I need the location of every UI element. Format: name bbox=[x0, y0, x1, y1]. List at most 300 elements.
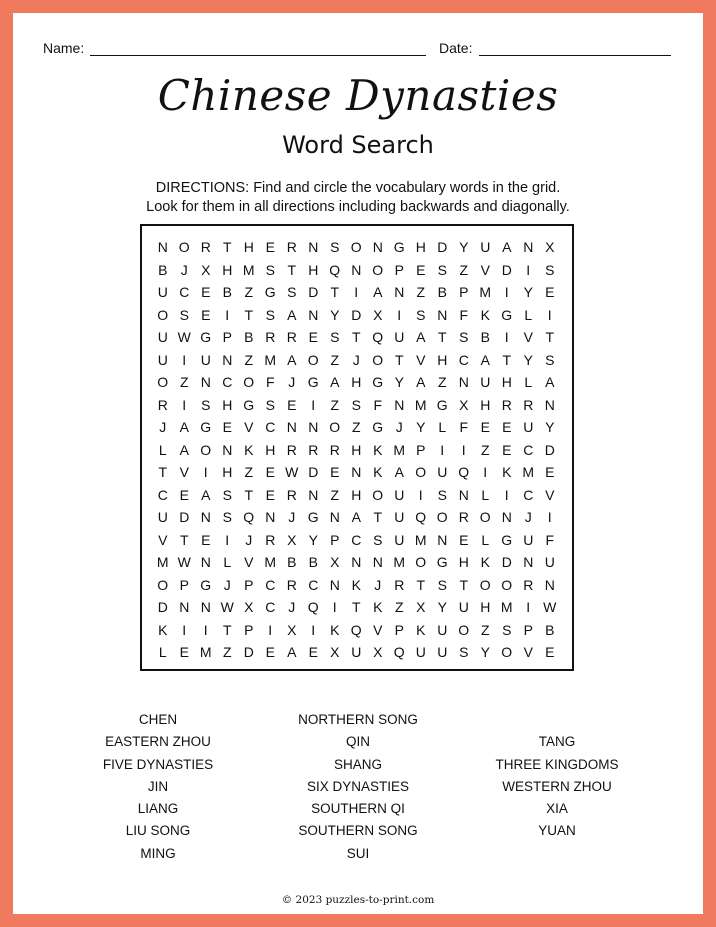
grid-letter[interactable]: N bbox=[222, 351, 233, 368]
grid-letter[interactable]: J bbox=[159, 419, 167, 435]
grid-letter[interactable]: V bbox=[523, 329, 533, 345]
grid-letter[interactable]: R bbox=[286, 329, 297, 345]
grid-letter[interactable]: X bbox=[416, 599, 426, 615]
date-field[interactable] bbox=[479, 55, 671, 56]
grid-letter[interactable]: X bbox=[373, 644, 383, 660]
grid-letter[interactable]: D bbox=[157, 599, 168, 615]
grid-letter[interactable]: A bbox=[545, 374, 555, 390]
grid-letter[interactable]: P bbox=[416, 441, 426, 458]
grid-letter[interactable]: N bbox=[351, 464, 362, 480]
grid-letter[interactable]: N bbox=[544, 576, 555, 593]
grid-letter[interactable]: D bbox=[437, 239, 448, 255]
grid-letter[interactable]: H bbox=[480, 396, 491, 413]
grid-letter[interactable]: T bbox=[244, 486, 254, 503]
grid-letter[interactable]: P bbox=[330, 531, 340, 548]
grid-letter[interactable]: O bbox=[479, 509, 491, 525]
grid-letter[interactable]: N bbox=[437, 306, 448, 323]
grid-letter[interactable]: H bbox=[458, 554, 469, 570]
grid-letter[interactable]: Y bbox=[308, 531, 318, 548]
grid-letter[interactable]: D bbox=[243, 644, 254, 660]
grid-letter[interactable]: D bbox=[544, 441, 555, 458]
grid-letter[interactable]: Z bbox=[330, 396, 340, 413]
grid-letter[interactable]: P bbox=[459, 284, 469, 300]
grid-letter[interactable]: U bbox=[437, 621, 448, 638]
grid-letter[interactable]: S bbox=[437, 486, 447, 503]
grid-letter[interactable]: M bbox=[199, 644, 212, 660]
grid-letter[interactable]: T bbox=[158, 464, 168, 480]
grid-letter[interactable]: B bbox=[308, 554, 318, 570]
grid-letter[interactable]: I bbox=[483, 464, 488, 480]
grid-letter[interactable]: A bbox=[416, 329, 426, 345]
grid-letter[interactable]: T bbox=[179, 531, 189, 548]
grid-letter[interactable]: N bbox=[286, 419, 297, 435]
grid-letter[interactable]: U bbox=[157, 509, 168, 525]
grid-letter[interactable]: X bbox=[244, 599, 254, 615]
grid-letter[interactable]: E bbox=[480, 419, 490, 435]
grid-letter[interactable]: T bbox=[545, 329, 555, 345]
grid-letter[interactable]: J bbox=[395, 419, 403, 435]
grid-letter[interactable]: T bbox=[330, 284, 340, 300]
grid-letter[interactable]: C bbox=[523, 486, 534, 503]
grid-letter[interactable]: G bbox=[243, 396, 255, 413]
grid-letter[interactable]: N bbox=[179, 599, 190, 615]
grid-letter[interactable]: E bbox=[308, 329, 318, 345]
grid-letter[interactable]: A bbox=[330, 374, 340, 390]
grid-letter[interactable]: P bbox=[222, 329, 232, 345]
grid-letter[interactable]: J bbox=[288, 374, 296, 390]
grid-letter[interactable]: F bbox=[459, 419, 469, 435]
grid-letter[interactable]: I bbox=[182, 396, 187, 413]
grid-letter[interactable]: V bbox=[416, 351, 426, 368]
grid-letter[interactable]: R bbox=[265, 329, 276, 345]
grid-letter[interactable]: V bbox=[179, 464, 189, 480]
grid-letter[interactable]: S bbox=[201, 396, 211, 413]
grid-letter[interactable]: S bbox=[459, 329, 469, 345]
grid-letter[interactable]: Q bbox=[307, 599, 319, 615]
grid-letter[interactable]: P bbox=[394, 621, 404, 638]
grid-letter[interactable]: K bbox=[502, 464, 512, 480]
grid-letter[interactable]: Y bbox=[545, 419, 555, 435]
grid-letter[interactable]: I bbox=[418, 486, 423, 503]
grid-letter[interactable]: X bbox=[287, 531, 297, 548]
grid-letter[interactable]: E bbox=[179, 486, 189, 503]
grid-letter[interactable]: K bbox=[244, 441, 254, 458]
grid-letter[interactable]: A bbox=[502, 239, 512, 255]
grid-letter[interactable]: H bbox=[222, 396, 233, 413]
grid-letter[interactable]: Z bbox=[480, 621, 490, 638]
grid-letter[interactable]: T bbox=[244, 306, 254, 323]
grid-letter[interactable]: S bbox=[265, 396, 275, 413]
grid-letter[interactable]: U bbox=[458, 599, 469, 615]
grid-letter[interactable]: J bbox=[288, 599, 296, 615]
grid-letter[interactable]: U bbox=[437, 644, 448, 660]
grid-letter[interactable]: L bbox=[438, 419, 447, 435]
grid-letter[interactable]: U bbox=[351, 644, 362, 660]
grid-letter[interactable]: D bbox=[308, 464, 319, 480]
grid-letter[interactable]: L bbox=[524, 374, 533, 390]
grid-letter[interactable]: N bbox=[544, 396, 555, 413]
grid-letter[interactable]: O bbox=[157, 374, 169, 390]
grid-letter[interactable]: O bbox=[329, 419, 341, 435]
grid-letter[interactable]: Y bbox=[416, 419, 426, 435]
grid-letter[interactable]: G bbox=[436, 396, 448, 413]
grid-letter[interactable]: S bbox=[437, 576, 447, 593]
grid-letter[interactable]: U bbox=[200, 351, 211, 368]
grid-letter[interactable]: T bbox=[373, 509, 383, 525]
grid-letter[interactable]: G bbox=[393, 239, 405, 255]
grid-letter[interactable]: J bbox=[524, 509, 532, 525]
grid-letter[interactable]: R bbox=[286, 576, 297, 593]
grid-letter[interactable]: H bbox=[351, 374, 362, 390]
grid-letter[interactable]: R bbox=[286, 441, 297, 458]
grid-letter[interactable]: S bbox=[416, 306, 426, 323]
grid-letter[interactable]: S bbox=[287, 284, 297, 300]
grid-letter[interactable]: J bbox=[180, 261, 188, 278]
grid-letter[interactable]: L bbox=[524, 306, 533, 323]
grid-letter[interactable]: O bbox=[415, 554, 427, 570]
grid-letter[interactable]: E bbox=[201, 306, 211, 323]
grid-letter[interactable]: H bbox=[222, 464, 233, 480]
grid-letter[interactable]: N bbox=[458, 374, 469, 390]
grid-letter[interactable]: X bbox=[330, 554, 340, 570]
grid-letter[interactable]: E bbox=[330, 464, 340, 480]
grid-letter[interactable]: J bbox=[352, 351, 360, 368]
grid-letter[interactable]: O bbox=[415, 464, 427, 480]
grid-letter[interactable]: N bbox=[308, 239, 319, 255]
grid-letter[interactable]: I bbox=[547, 509, 552, 525]
grid-letter[interactable]: Y bbox=[480, 644, 490, 660]
grid-letter[interactable]: A bbox=[179, 441, 189, 458]
grid-letter[interactable]: W bbox=[285, 464, 299, 480]
grid-letter[interactable]: Z bbox=[330, 486, 340, 503]
grid-letter[interactable]: R bbox=[286, 486, 297, 503]
grid-letter[interactable]: U bbox=[523, 419, 534, 435]
grid-letter[interactable]: T bbox=[502, 351, 512, 368]
grid-letter[interactable]: N bbox=[523, 239, 534, 255]
grid-letter[interactable]: L bbox=[158, 441, 167, 458]
grid-letter[interactable]: H bbox=[265, 441, 276, 458]
grid-letter[interactable]: C bbox=[308, 576, 319, 593]
grid-letter[interactable]: Z bbox=[179, 374, 189, 390]
grid-letter[interactable]: A bbox=[373, 284, 383, 300]
grid-letter[interactable]: K bbox=[416, 621, 426, 638]
grid-letter[interactable]: T bbox=[351, 599, 361, 615]
grid-letter[interactable]: I bbox=[268, 621, 273, 638]
grid-letter[interactable]: E bbox=[459, 531, 469, 548]
grid-letter[interactable]: I bbox=[182, 351, 187, 368]
grid-letter[interactable]: P bbox=[394, 261, 404, 278]
grid-letter[interactable]: S bbox=[545, 261, 555, 278]
grid-letter[interactable]: Z bbox=[351, 419, 361, 435]
grid-letter[interactable]: U bbox=[480, 374, 491, 390]
grid-letter[interactable]: A bbox=[179, 419, 189, 435]
grid-letter[interactable]: E bbox=[201, 531, 211, 548]
grid-letter[interactable]: A bbox=[480, 351, 490, 368]
grid-letter[interactable]: A bbox=[201, 486, 211, 503]
grid-letter[interactable]: Z bbox=[416, 284, 426, 300]
grid-letter[interactable]: T bbox=[287, 261, 297, 278]
grid-letter[interactable]: C bbox=[523, 441, 534, 458]
grid-letter[interactable]: Z bbox=[244, 464, 254, 480]
grid-letter[interactable]: G bbox=[307, 509, 319, 525]
grid-letter[interactable]: R bbox=[200, 239, 211, 255]
grid-letter[interactable]: M bbox=[156, 554, 169, 570]
grid-letter[interactable]: A bbox=[416, 374, 426, 390]
grid-letter[interactable]: E bbox=[265, 464, 275, 480]
grid-letter[interactable]: C bbox=[157, 486, 168, 503]
grid-letter[interactable]: L bbox=[223, 554, 232, 570]
grid-letter[interactable]: E bbox=[502, 441, 512, 458]
name-field[interactable] bbox=[90, 55, 426, 56]
grid-letter[interactable]: S bbox=[373, 531, 383, 548]
grid-letter[interactable]: E bbox=[179, 644, 189, 660]
grid-letter[interactable]: N bbox=[458, 486, 469, 503]
grid-letter[interactable]: M bbox=[264, 351, 277, 368]
grid-letter[interactable]: T bbox=[416, 576, 426, 593]
grid-letter[interactable]: D bbox=[351, 306, 362, 323]
grid-letter[interactable]: B bbox=[244, 329, 254, 345]
grid-letter[interactable]: C bbox=[222, 374, 233, 390]
grid-letter[interactable]: Q bbox=[243, 509, 255, 525]
grid-letter[interactable]: G bbox=[436, 554, 448, 570]
grid-letter[interactable]: M bbox=[393, 554, 406, 570]
grid-letter[interactable]: S bbox=[265, 261, 275, 278]
grid-letter[interactable]: P bbox=[179, 576, 189, 593]
grid-letter[interactable]: I bbox=[526, 261, 531, 278]
grid-letter[interactable]: E bbox=[416, 261, 426, 278]
grid-letter[interactable]: Y bbox=[523, 351, 533, 368]
grid-letter[interactable]: U bbox=[394, 531, 405, 548]
grid-letter[interactable]: Y bbox=[394, 374, 404, 390]
grid-letter[interactable]: O bbox=[350, 239, 362, 255]
grid-letter[interactable]: N bbox=[308, 486, 319, 503]
grid-letter[interactable]: E bbox=[545, 644, 555, 660]
grid-letter[interactable]: O bbox=[479, 576, 491, 593]
grid-letter[interactable]: O bbox=[157, 306, 169, 323]
grid-letter[interactable]: H bbox=[501, 374, 512, 390]
grid-letter[interactable]: X bbox=[330, 644, 340, 660]
grid-letter[interactable]: R bbox=[523, 576, 534, 593]
grid-letter[interactable]: H bbox=[351, 441, 362, 458]
grid-letter[interactable]: S bbox=[459, 644, 469, 660]
grid-letter[interactable]: S bbox=[330, 329, 340, 345]
grid-letter[interactable]: E bbox=[201, 284, 211, 300]
grid-letter[interactable]: F bbox=[459, 306, 469, 323]
grid-letter[interactable]: O bbox=[458, 621, 470, 638]
grid-letter[interactable]: D bbox=[308, 284, 319, 300]
grid-letter[interactable]: V bbox=[244, 419, 254, 435]
grid-letter[interactable]: O bbox=[200, 441, 212, 458]
grid-letter[interactable]: S bbox=[502, 621, 512, 638]
grid-letter[interactable]: Q bbox=[350, 621, 362, 638]
grid-letter[interactable]: N bbox=[308, 306, 319, 323]
grid-letter[interactable]: J bbox=[223, 576, 231, 593]
grid-letter[interactable]: Q bbox=[372, 329, 384, 345]
grid-letter[interactable]: I bbox=[225, 306, 230, 323]
grid-letter[interactable]: G bbox=[372, 419, 384, 435]
grid-letter[interactable]: I bbox=[332, 599, 337, 615]
grid-letter[interactable]: R bbox=[394, 576, 405, 593]
grid-letter[interactable]: T bbox=[394, 351, 404, 368]
grid-letter[interactable]: H bbox=[351, 486, 362, 503]
grid-letter[interactable]: L bbox=[481, 531, 490, 548]
grid-letter[interactable]: N bbox=[265, 509, 276, 525]
grid-letter[interactable]: R bbox=[265, 531, 276, 548]
grid-letter[interactable]: D bbox=[179, 509, 190, 525]
grid-letter[interactable]: I bbox=[203, 464, 208, 480]
grid-letter[interactable]: T bbox=[437, 329, 447, 345]
grid-letter[interactable]: E bbox=[265, 644, 275, 660]
grid-letter[interactable]: U bbox=[394, 486, 405, 503]
grid-letter[interactable]: E bbox=[545, 284, 555, 300]
grid-letter[interactable]: S bbox=[437, 261, 447, 278]
grid-letter[interactable]: N bbox=[523, 554, 534, 570]
grid-letter[interactable]: M bbox=[414, 396, 427, 413]
grid-letter[interactable]: N bbox=[501, 509, 512, 525]
grid-letter[interactable]: Z bbox=[330, 351, 340, 368]
grid-letter[interactable]: R bbox=[286, 239, 297, 255]
grid-letter[interactable]: R bbox=[523, 396, 534, 413]
grid-letter[interactable]: L bbox=[481, 486, 490, 503]
grid-letter[interactable]: E bbox=[545, 464, 555, 480]
grid-letter[interactable]: U bbox=[394, 509, 405, 525]
grid-letter[interactable]: K bbox=[480, 306, 490, 323]
grid-letter[interactable]: G bbox=[501, 531, 513, 548]
grid-letter[interactable]: X bbox=[459, 396, 469, 413]
grid-letter[interactable]: F bbox=[373, 396, 383, 413]
grid-letter[interactable]: G bbox=[200, 576, 212, 593]
grid-letter[interactable]: J bbox=[288, 509, 296, 525]
grid-letter[interactable]: R bbox=[308, 441, 319, 458]
grid-letter[interactable]: G bbox=[200, 419, 212, 435]
grid-letter[interactable]: Z bbox=[394, 599, 404, 615]
grid-letter[interactable]: E bbox=[308, 644, 318, 660]
grid-letter[interactable]: U bbox=[523, 531, 534, 548]
grid-letter[interactable]: N bbox=[351, 554, 362, 570]
grid-letter[interactable]: Y bbox=[330, 306, 340, 323]
grid-letter[interactable]: M bbox=[414, 531, 427, 548]
grid-letter[interactable]: M bbox=[242, 261, 255, 278]
grid-letter[interactable]: H bbox=[437, 351, 448, 368]
grid-letter[interactable]: U bbox=[437, 464, 448, 480]
grid-letter[interactable]: W bbox=[177, 554, 191, 570]
grid-letter[interactable]: Q bbox=[393, 644, 405, 660]
grid-letter[interactable]: J bbox=[245, 531, 253, 548]
grid-letter[interactable]: O bbox=[501, 644, 513, 660]
grid-letter[interactable]: N bbox=[200, 374, 211, 390]
grid-letter[interactable]: A bbox=[287, 644, 297, 660]
grid-letter[interactable]: C bbox=[458, 351, 469, 368]
grid-letter[interactable]: K bbox=[373, 441, 383, 458]
grid-letter[interactable]: I bbox=[225, 531, 230, 548]
grid-letter[interactable]: O bbox=[501, 576, 513, 593]
grid-letter[interactable]: M bbox=[500, 599, 513, 615]
grid-letter[interactable]: N bbox=[394, 284, 405, 300]
grid-letter[interactable]: Z bbox=[480, 441, 490, 458]
grid-letter[interactable]: N bbox=[372, 239, 383, 255]
grid-letter[interactable]: U bbox=[394, 329, 405, 345]
grid-letter[interactable]: B bbox=[480, 329, 490, 345]
grid-letter[interactable]: B bbox=[287, 554, 297, 570]
grid-letter[interactable]: G bbox=[501, 306, 513, 323]
grid-letter[interactable]: Q bbox=[415, 509, 427, 525]
grid-letter[interactable]: N bbox=[329, 509, 340, 525]
grid-letter[interactable]: U bbox=[157, 329, 168, 345]
grid-letter[interactable]: N bbox=[308, 419, 319, 435]
grid-letter[interactable]: A bbox=[394, 464, 404, 480]
grid-letter[interactable]: I bbox=[311, 396, 316, 413]
grid-letter[interactable]: W bbox=[220, 599, 234, 615]
grid-letter[interactable]: K bbox=[373, 599, 383, 615]
grid-letter[interactable]: S bbox=[351, 396, 361, 413]
grid-letter[interactable]: Y bbox=[523, 284, 533, 300]
grid-letter[interactable]: I bbox=[547, 306, 552, 323]
grid-letter[interactable]: X bbox=[287, 621, 297, 638]
grid-letter[interactable]: Z bbox=[459, 261, 469, 278]
grid-letter[interactable]: N bbox=[351, 261, 362, 278]
grid-letter[interactable]: E bbox=[287, 396, 297, 413]
grid-letter[interactable]: S bbox=[330, 239, 340, 255]
grid-letter[interactable]: V bbox=[545, 486, 555, 503]
grid-letter[interactable]: N bbox=[200, 509, 211, 525]
grid-letter[interactable]: G bbox=[200, 329, 212, 345]
grid-letter[interactable]: H bbox=[243, 239, 254, 255]
grid-letter[interactable]: W bbox=[177, 329, 191, 345]
grid-letter[interactable]: O bbox=[372, 261, 384, 278]
grid-letter[interactable]: P bbox=[244, 621, 254, 638]
grid-letter[interactable]: Z bbox=[244, 351, 254, 368]
grid-letter[interactable]: O bbox=[178, 239, 190, 255]
grid-letter[interactable]: I bbox=[504, 329, 509, 345]
grid-letter[interactable]: I bbox=[504, 284, 509, 300]
grid-letter[interactable]: I bbox=[354, 284, 359, 300]
grid-letter[interactable]: C bbox=[265, 419, 276, 435]
grid-letter[interactable]: X bbox=[545, 239, 555, 255]
grid-letter[interactable]: C bbox=[179, 284, 190, 300]
grid-letter[interactable]: B bbox=[222, 284, 232, 300]
grid-letter[interactable]: H bbox=[222, 261, 233, 278]
grid-letter[interactable]: A bbox=[287, 306, 297, 323]
grid-letter[interactable]: S bbox=[179, 306, 189, 323]
grid-letter[interactable]: J bbox=[374, 576, 382, 593]
grid-letter[interactable]: V bbox=[244, 554, 254, 570]
grid-letter[interactable]: U bbox=[480, 239, 491, 255]
grid-letter[interactable]: V bbox=[158, 531, 168, 548]
grid-letter[interactable]: R bbox=[157, 396, 168, 413]
grid-letter[interactable]: L bbox=[158, 644, 167, 660]
grid-letter[interactable]: O bbox=[243, 374, 255, 390]
grid-letter[interactable]: I bbox=[182, 621, 187, 638]
grid-letter[interactable]: I bbox=[504, 486, 509, 503]
grid-letter[interactable]: M bbox=[393, 441, 406, 458]
grid-letter[interactable]: P bbox=[244, 576, 254, 593]
grid-letter[interactable]: K bbox=[158, 621, 168, 638]
grid-letter[interactable]: G bbox=[264, 284, 276, 300]
grid-letter[interactable]: X bbox=[201, 261, 211, 278]
grid-letter[interactable]: Z bbox=[437, 374, 447, 390]
grid-letter[interactable]: X bbox=[373, 306, 383, 323]
grid-letter[interactable]: B bbox=[545, 621, 555, 638]
grid-letter[interactable]: R bbox=[458, 509, 469, 525]
grid-letter[interactable]: N bbox=[329, 576, 340, 593]
grid-letter[interactable]: N bbox=[372, 554, 383, 570]
grid-letter[interactable]: C bbox=[265, 599, 276, 615]
grid-letter[interactable]: A bbox=[287, 351, 297, 368]
grid-letter[interactable]: K bbox=[351, 576, 361, 593]
grid-letter[interactable]: R bbox=[501, 396, 512, 413]
grid-letter[interactable]: N bbox=[200, 554, 211, 570]
grid-letter[interactable]: I bbox=[397, 306, 402, 323]
